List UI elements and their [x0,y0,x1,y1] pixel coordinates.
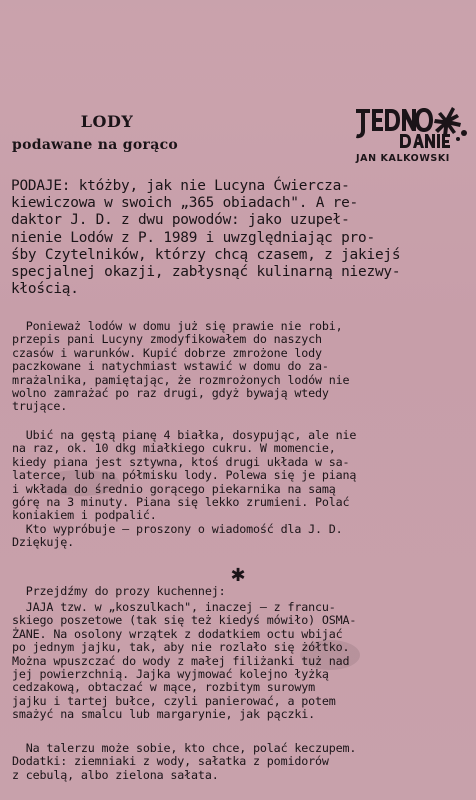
paper-edge-shade [0,0,476,92]
article-subtitle: podawane na gorąco [12,137,179,153]
column-logo [352,103,470,165]
section-separator-icon: ✱ [230,565,246,586]
lead-line: kłością. [11,281,79,298]
article-lead [11,178,469,298]
paragraph-serving: Na talerzu może sobie, kto chce, polać keczupem. Dodatki: ziemniaki z wody, sałatka z pomidorów z cebulą, albo zielona sałata. [12,741,357,782]
paragraph-meringue: Ubić na gęstą pianę 4 białka, dosypując, ale nie na raz, ok. 10 dkg miałkiego cukru. W momencie, kiedy piana jest sztywna, ktoś drugi układa w sa- laterce, lub na półmisku lody. Polewa się je pianą i wkłada do średnio gorącego piekarnika na samą górę na 3 minuty. Piana się lekko zrumieni. Polać koniakiem i podpalić. [12,428,357,523]
paper-stain [300,640,360,670]
paragraph-intro-kitchen: Przejdźmy do prozy kuchennej: [12,584,226,598]
lead-line: śby Czytelników, którzy chcą czasem, z jakiejś [11,246,401,263]
column-author: JAN KALKOWSKI [356,153,450,164]
lead-line: kiewiczowa w swoich „365 obiadach". A re- [11,195,359,212]
paragraph-feedback: Kto wypróbuje — proszony o wiadomość dla J. D. Dziękuję. [12,522,343,550]
lead-line: specjalnej okazji, zabłysnąć kulinarną niezwy- [11,264,401,281]
article-heading [12,112,252,153]
jedno-danie-logo-icon [352,103,470,151]
paragraph-ice-cream-prep: Ponieważ lodów w domu już się prawie nie robi, przepis pani Lucyny zmodyfikowałem do naszych czasów i warunków. Kupić dobrze zmrożone lody paczkowane i natychmiast wstawić w domu do za- mrażalnika, pamiętając, że rozmrożonych lodów nie wolno zamrażać po raz drugi, gdyż bywają wtedy trujące. [12,319,350,414]
paragraph-poached-eggs: JAJA tzw. w „koszulkach", inaczej — z francu- skiego poszetowe (tak się też kiedyś mówiło) OSMA- ŻANE. Na osolony wrzątek z dodatkiem octu wbijać po jednym jajku, tak, aby nie rozlało się żółtko. Można wpuszczać do wody z małej filiżanki tuż nad jej powierzchnią. Jajka wyjmować kolejno łyżką cedzakową, obtaczać w mące, rozbitym surowym jajku i tartej bułce, czyli panierować, a potem smażyć na smalcu lub margarynie, jak pączki. [12,600,357,722]
article-title: LODY [80,112,134,131]
lead-line: daktor J. D. z dwu powodów: jako uzupeł- [11,212,350,229]
lead-line: nienie Lodów z P. 1989 i uwzględniając pro- [11,229,375,246]
paper-stain [40,470,120,496]
lead-line: PODAJE: któżby, jak nie Lucyna Ćwiercza- [11,178,350,194]
